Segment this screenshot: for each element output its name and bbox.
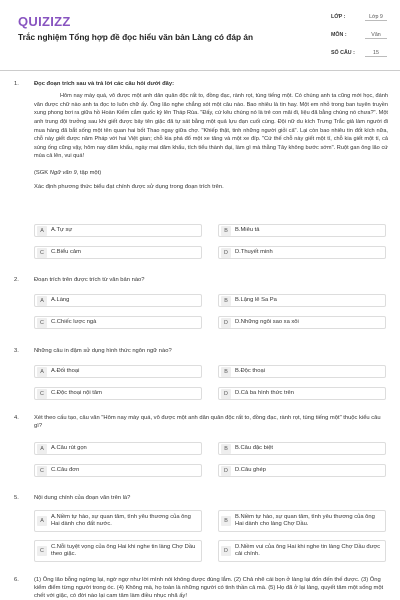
question-prompt: (1) Ông lão bỗng ngừng lại, ngờ ngợ như lời mình nói không được đúng lắm. (2) Chả nhẽ cái bọn ở làng lại đốn đến thế được. (3) Ông kiểm điểm từng người trong óc. (4) Không mà, họ toàn là những người có tinh thần cả mà. (5) Họ đã ở lại làng, quyết tâm một sống một chết với giặc, có đời nào lại cam tâm làm điều nhục nhã ấy! [34, 577, 384, 600]
option-text: D.Thuyết minh [235, 248, 273, 255]
option-c[interactable] [34, 387, 202, 400]
option-text: B.Niềm tự hào, sự quan tâm, tình yêu thương của ông Hai dành cho làng Chợ Dầu. [235, 513, 375, 527]
meta-label: SỐ CÂU : [331, 50, 355, 56]
option-text: A.Tự sự [51, 226, 73, 233]
option-b[interactable] [218, 224, 386, 237]
question-3 [14, 347, 388, 355]
option-letter-d: D [221, 318, 231, 328]
option-c[interactable] [34, 464, 202, 477]
meta-row-subject [331, 30, 387, 40]
option-b[interactable] [218, 442, 386, 455]
option-letter-c: C [37, 466, 47, 476]
question-number: 4. [14, 415, 19, 421]
option-text: A.Đối thoại [51, 367, 80, 374]
option-text: B.Độc thoại [235, 367, 265, 374]
meta-box [331, 12, 387, 66]
option-letter-a: A [37, 367, 47, 377]
option-a[interactable] [34, 442, 202, 455]
option-letter-b: B [221, 516, 231, 526]
option-text: C.Chiếc lược ngà [51, 318, 97, 325]
option-b[interactable] [218, 510, 386, 532]
option-text: B.Lặng lẽ Sa Pa [235, 296, 277, 303]
question-prompt: Những câu in đậm sử dụng hình thức ngôn ngữ nào? [34, 348, 172, 354]
page-title: Trắc nghiệm Tổng hợp đề đọc hiểu văn bản Làng có đáp án [18, 32, 254, 42]
option-letter-a: A [37, 444, 47, 454]
option-a[interactable] [34, 510, 202, 532]
option-text: A.Câu rút gọn [51, 444, 87, 451]
option-text: C.Biểu cảm [51, 248, 81, 255]
meta-value: Lớp 9 [365, 14, 387, 21]
option-text: D.Cả ba hình thức trên [235, 389, 294, 396]
meta-value: 15 [365, 50, 387, 57]
option-c[interactable] [34, 316, 202, 329]
option-letter-b: B [221, 444, 231, 454]
question-1 [14, 80, 388, 191]
option-letter-b: B [221, 367, 231, 377]
option-letter-d: D [221, 546, 231, 556]
option-d[interactable] [218, 316, 386, 329]
source-prefix: (SGK [34, 169, 50, 176]
option-letter-b: B [221, 226, 231, 236]
question-instruction: Xác định phương thức biểu đạt chính được sử dụng trong đoạn trích trên. [34, 184, 224, 191]
question-prompt: Nội dung chính của đoạn văn trên là? [34, 495, 131, 501]
option-letter-c: C [37, 318, 47, 328]
option-d[interactable] [218, 540, 386, 562]
option-text: A.Làng [51, 296, 70, 303]
option-text: C.Độc thoại nội tâm [51, 389, 102, 396]
source-book: Ngữ văn 9 [49, 169, 77, 176]
option-c[interactable] [34, 246, 202, 259]
meta-label: MÔN : [331, 32, 347, 38]
option-b[interactable] [218, 365, 386, 378]
question-number: 2. [14, 277, 19, 283]
option-c[interactable] [34, 540, 202, 562]
option-text: A.Niềm tự hào, sự quan tâm, tình yêu thương của ông Hai dành cho đất nước. [51, 513, 191, 527]
option-letter-a: A [37, 296, 47, 306]
meta-row-count [331, 48, 387, 58]
option-text: C.Câu đơn [51, 466, 80, 473]
passage-source [34, 169, 388, 177]
option-letter-a: A [37, 226, 47, 236]
header-divider [0, 70, 400, 71]
option-a[interactable] [34, 224, 202, 237]
option-a[interactable] [34, 365, 202, 378]
option-a[interactable] [34, 294, 202, 307]
question-4 [14, 414, 388, 430]
option-letter-c: C [37, 389, 47, 399]
question-prompt: Xét theo cấu tạo, câu văn "Hôm nay mày quá, vô được một anh dân quân độc rất to, đồng đạc, rành rọt, tùng tiếng một" thuộc kiểu câu gì? [34, 415, 381, 430]
option-letter-d: D [221, 466, 231, 476]
option-text: D.Niềm vui của ông Hai khi nghe tin làng Chợ Dầu được cải chính. [235, 543, 381, 557]
option-b[interactable] [218, 294, 386, 307]
option-letter-c: C [37, 546, 47, 556]
question-2 [14, 276, 388, 284]
option-text: B.Câu đặc biệt [235, 444, 274, 451]
question-number: 1. [14, 81, 19, 87]
quizizz-logo: QUIZIZZ [18, 14, 71, 29]
option-text: C.Nỗi tuyệt vọng của ông Hai khi nghe tin làng Chợ Dầu theo giặc. [51, 543, 196, 557]
question-number: 6. [14, 577, 19, 583]
meta-row-grade [331, 12, 387, 22]
option-letter-b: B [221, 296, 231, 306]
question-5 [14, 494, 388, 502]
option-letter-c: C [37, 248, 47, 258]
option-d[interactable] [218, 464, 386, 477]
option-text: D.Câu ghép [235, 466, 266, 473]
question-prompt: Đọc đoạn trích sau và trả lời các câu hỏi dưới đây: [34, 81, 175, 87]
question-6 [14, 576, 388, 600]
question-prompt: Đoạn trích trên được trích từ văn bản nào? [34, 277, 145, 283]
option-d[interactable] [218, 246, 386, 259]
meta-value: Văn [365, 32, 387, 39]
source-suffix: , tập một) [76, 169, 102, 176]
option-letter-a: A [37, 516, 47, 526]
reading-passage: Hôm nay mày quá, vô được một anh dân quân độc rất to, đồng đạc, rành rọt, tùng tiếng một. Có chúng anh ta cũng mới học, đánh văn được chữ nào anh ta đọc to luôn chữ ấy. Ông lão nghe chẳng sót một câu nào. Bao nhiêu là tin hay. Một em nhỏ trong ban tuyên truyền xung phong bơi ra giữa hồ Hoàn Kiếm cắm quốc kỳ lên Tháp Rùa. "Đấy, cứ kêu chúng nó là trẻ con mãi đi, liệu đã bằng chúng nó chưa?". Một anh trung đội trưởng sau khi giết được bảy tên giặc đã tự sát bằng một quả lựu đạn cuối cùng. Đội nữ du kích Trưng Trắc giả làm người đi mua hàng đã bắt sống một tên quan hai bốt Thao ngay giữa chợ. "Khiếp thật, tinh những người giỏi cả". Lại còn bao nhiêu tin đốt kích nữa, chỗ này giết được năm Pháp với hai Việt gian; chỗ kia phá đổ một xe tăng và một xe đíp. "Cứ thế chỗ này giết một tí, chỗ kia giết một tí, cả súng ống cũng vậy, hôm nay dăm khẩu, ngày mai dăm khẩu, tích tiểu thành đại, làm gì mà thằng Tây không bước sớm". Ruột gan ông lão cứ múa cả lên, vui quá! [34, 93, 388, 160]
question-number: 3. [14, 348, 19, 354]
option-d[interactable] [218, 387, 386, 400]
option-letter-d: D [221, 389, 231, 399]
question-number: 5. [14, 495, 19, 501]
option-letter-d: D [221, 248, 231, 258]
option-text: D.Những ngôi sao xa xôi [235, 318, 299, 325]
option-text: B.Miêu tả [235, 226, 260, 233]
meta-label: LỚP : [331, 14, 346, 20]
